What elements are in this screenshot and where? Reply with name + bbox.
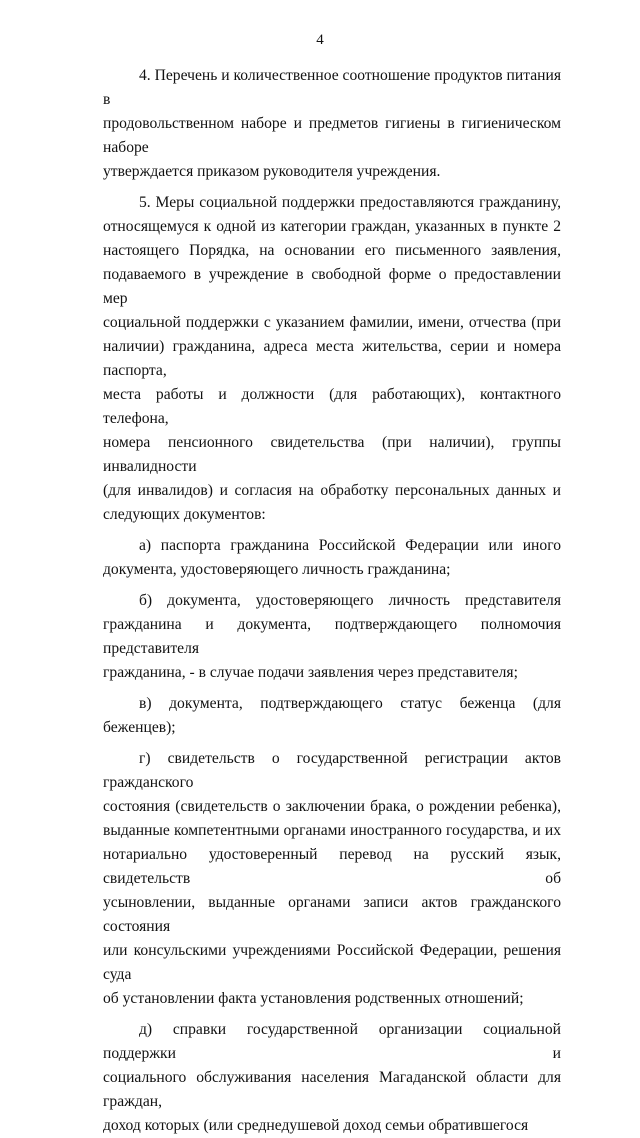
paragraph-pa: [103, 534, 561, 582]
paragraph-p4: [103, 64, 561, 184]
paragraph-line: об установлении факта установления родственных отношений;: [103, 990, 524, 1007]
paragraph-line: б) документа, удостоверяющего личность представителя: [139, 592, 561, 609]
paragraph-line: номера пенсионного свидетельства (при наличии), группы инвалидности: [103, 434, 561, 475]
paragraph-line: выданные компетентными органами иностранного государства, и их: [103, 822, 561, 839]
document-body: [103, 64, 561, 1138]
paragraph-line: подаваемого в учреждение в свободной форме о предоставлении мер: [103, 266, 561, 307]
paragraph-line: нотариально удостоверенный перевод на русский язык, свидетельств об: [103, 846, 561, 887]
paragraph-line: 4. Перечень и количественное соотношение продуктов питания в: [103, 67, 561, 108]
paragraph-line: доход которых (или среднедушевой доход семьи обратившегося: [103, 1117, 529, 1134]
paragraph-line: места работы и должности (для работающих), контактного телефона,: [103, 386, 561, 427]
paragraph-pv: [103, 692, 561, 740]
paragraph-line: гражданина и документа, подтверждающего полномочия представителя: [103, 616, 561, 657]
paragraph-line: усыновлении, выданные органами записи актов гражданского состояния: [103, 894, 561, 935]
paragraph-line: социальной поддержки с указанием фамилии, имени, отчества (при: [103, 314, 561, 331]
paragraph-line: следующих документов:: [103, 506, 266, 523]
paragraph-line: документа, удостоверяющего личность гражданина;: [103, 561, 451, 578]
paragraph-pd: [103, 1018, 561, 1138]
paragraph-line: социального обслуживания населения Магаданской области для граждан,: [103, 1069, 561, 1110]
paragraph-pb: [103, 589, 561, 685]
paragraph-line: гражданина, - в случае подачи заявления через представителя;: [103, 664, 518, 681]
paragraph-line: (для инвалидов) и согласия на обработку персональных данных и: [103, 482, 561, 499]
paragraph-line: относящемуся к одной из категории граждан, указанных в пункте 2: [103, 218, 561, 235]
paragraph-line: г) свидетельств о государственной регистрации актов гражданского: [103, 750, 561, 791]
paragraph-line: состояния (свидетельств о заключении брака, о рождении ребенка),: [103, 798, 561, 815]
paragraph-line: или консульскими учреждениями Российской Федерации, решения суда: [103, 942, 561, 983]
paragraph-line: в) документа, подтверждающего статус беженца (для беженцев);: [103, 695, 561, 736]
paragraph-line: д) справки государственной организации социальной поддержки и: [103, 1021, 561, 1062]
paragraph-line: продовольственном наборе и предметов гигиены в гигиеническом наборе: [103, 115, 561, 156]
paragraph-line: настоящего Порядка, на основании его письменного заявления,: [103, 242, 561, 259]
page-number: 4: [316, 32, 324, 48]
paragraph-line: наличии) гражданина, адреса места жительства, серии и номера паспорта,: [103, 338, 561, 379]
paragraph-line: 5. Меры социальной поддержки предоставляются гражданину,: [139, 194, 561, 211]
paragraph-p5: [103, 191, 561, 527]
paragraph-line: утверждается приказом руководителя учреждения.: [103, 163, 441, 180]
paragraph-pg: [103, 747, 561, 1011]
paragraph-line: а) паспорта гражданина Российской Федерации или иного: [139, 537, 561, 554]
